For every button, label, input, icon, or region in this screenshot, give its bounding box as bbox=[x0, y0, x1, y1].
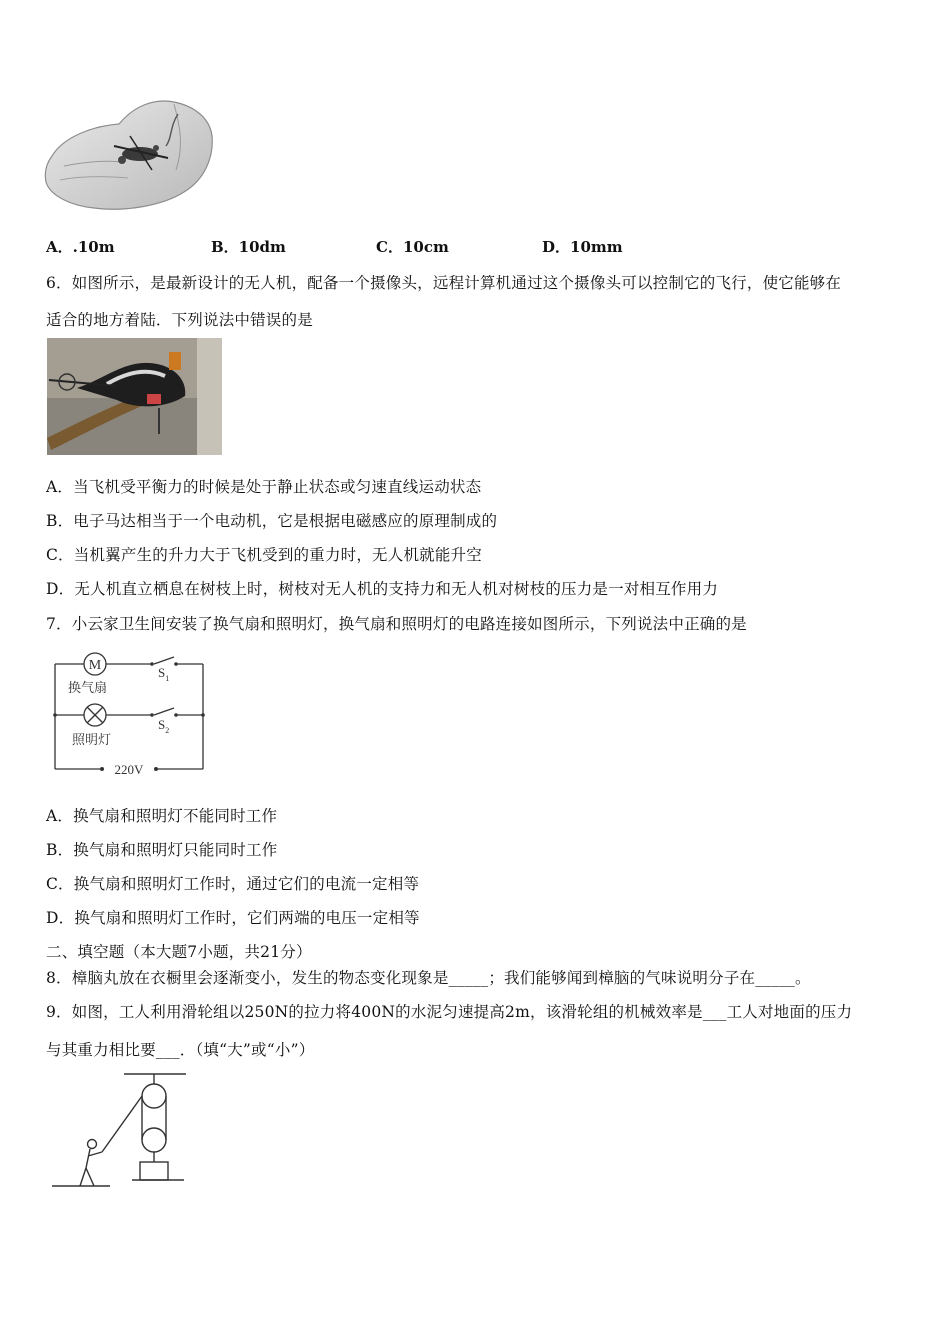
q5-option-a[interactable]: A．.10m bbox=[46, 238, 115, 256]
q6-option-c[interactable]: C．当机翼产生的升力大于飞机受到的重力时，无人机就能升空 bbox=[46, 546, 482, 564]
lamp-label: 照明灯 bbox=[72, 733, 112, 748]
switch2-subscript: 2 bbox=[165, 726, 170, 735]
hand-drone-photo bbox=[44, 96, 214, 214]
q7-option-d[interactable]: D．换气扇和照明灯工作时，它们两端的电压一定相等 bbox=[46, 909, 420, 927]
switch1-subscript: 1 bbox=[165, 674, 170, 683]
pulley-diagram bbox=[50, 1068, 190, 1192]
switch1-label bbox=[158, 665, 169, 683]
q7-stem: 7．小云家卫生间安装了换气扇和照明灯，换气扇和照明灯的电路连接如图所示，下列说法中正确的是 bbox=[46, 615, 747, 633]
motor-symbol: M bbox=[88, 658, 102, 673]
q6-stem-line2: 适合的地方着陆．下列说法中错误的是 bbox=[46, 311, 313, 329]
circuit-diagram bbox=[50, 647, 210, 775]
drone-perch-photo bbox=[47, 338, 222, 455]
q6-stem-line1: 6．如图所示，是最新设计的无人机，配备一个摄像头，远程计算机通过这个摄像头可以控制它的飞行，使它能够在 bbox=[46, 274, 842, 292]
q5-option-b[interactable]: B．10dm bbox=[211, 238, 286, 256]
voltage-label: 220V bbox=[114, 762, 144, 775]
q7-option-a[interactable]: A．换气扇和照明灯不能同时工作 bbox=[46, 807, 278, 825]
q6-option-d[interactable]: D．无人机直立栖息在树枝上时，树枝对无人机的支持力和无人机对树枝的压力是一对相互作用力 bbox=[46, 580, 719, 598]
switch1-letter: S bbox=[158, 665, 166, 680]
q9-stem-line2: 与其重力相比要___．（填“大”或“小”） bbox=[46, 1041, 315, 1059]
switch2-letter: S bbox=[158, 717, 166, 732]
q7-option-c[interactable]: C．换气扇和照明灯工作时，通过它们的电流一定相等 bbox=[46, 875, 420, 893]
q8-stem: 8．樟脑丸放在衣橱里会逐渐变小，发生的物态变化现象是_____；我们能够闻到樟脑的气味说明分子在_____。 bbox=[46, 969, 811, 987]
q9-stem-line1: 9．如图，工人利用滑轮组以250N的拉力将400N的水泥匀速提高2m，该滑轮组的机械效率是___工人对地面的压力 bbox=[46, 1003, 853, 1021]
fan-label: 换气扇 bbox=[68, 681, 108, 696]
q5-option-d[interactable]: D．10mm bbox=[542, 238, 623, 256]
q5-option-c[interactable]: C．10cm bbox=[376, 238, 449, 256]
section2-heading: 二、填空题（本大题7小题，共21分） bbox=[46, 943, 312, 961]
switch2-label bbox=[158, 717, 169, 735]
q6-option-b[interactable]: B．电子马达相当于一个电动机，它是根据电磁感应的原理制成的 bbox=[46, 512, 498, 530]
q7-option-b[interactable]: B．换气扇和照明灯只能同时工作 bbox=[46, 841, 278, 859]
q6-option-a[interactable]: A．当飞机受平衡力的时候是处于静止状态或匀速直线运动状态 bbox=[46, 478, 482, 496]
